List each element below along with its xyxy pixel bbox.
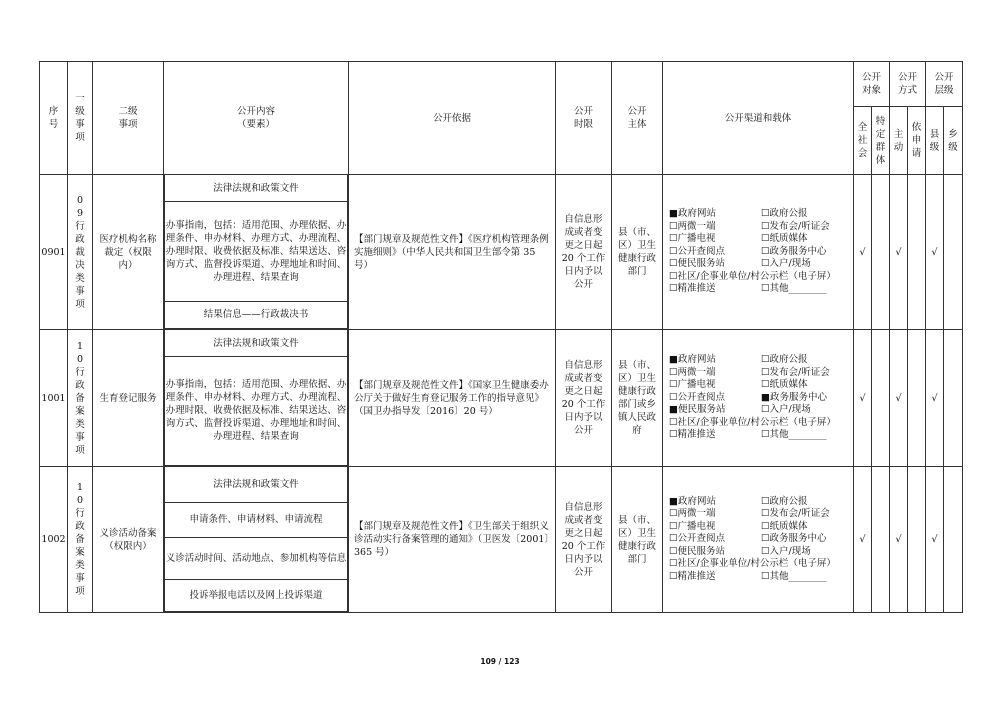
header-basis: 公开依据 [349,62,556,175]
row-basis: 【部门规章及规范性文件】《医疗机构管理条例实施细则》（中华人民共和国卫生部令第 35 号） [349,175,556,330]
header-method-group: 公开方式 [890,62,926,107]
channel-option: ☐其他________ [761,429,827,441]
row-level1: 09行政裁决类事项 [68,175,93,330]
header-level2: 二级事项 [93,62,164,175]
row-active: √ [890,330,908,467]
row-all-society: √ [854,330,872,467]
row-township [944,175,963,330]
channel-option: ☐政府公报 [761,354,808,366]
row-county: √ [926,330,944,467]
channel-option: ☐便民服务站 [669,258,726,270]
channel-option: ☐社区/企事业单位/村公示栏（电子屏） [669,270,836,282]
channel-option: ■政府网站 [669,208,716,220]
row-seq: 1001 [40,330,68,467]
row-township [944,330,963,467]
header-on-request: 依申请 [908,107,926,175]
channel-option: ☐入户/现场 [761,404,811,416]
header-county: 县级 [926,107,944,175]
header-content: 公开内容 （要素） [164,62,349,175]
channel-option: ☐政务服务中心 [761,245,827,257]
channel-option: ☐公开查阅点 [669,533,726,545]
content-item: 结果信息——行政裁决书 [165,301,348,328]
row-basis: 【部门规章及规范性文件】《国家卫生健康委办公厅关于做好生育登记服务工作的指导意见》（国卫办指导发〔2016〕20 号） [349,330,556,467]
row-all-society: √ [854,175,872,330]
header-level1: 一级事项 [68,62,93,175]
channel-option: ☐公开查阅点 [669,245,726,257]
channel-option: ☐广播电视 [669,233,716,245]
row-channels [663,175,854,330]
channel-option: ☐纸质媒体 [761,233,808,245]
channel-option: ☐便民服务站 [669,545,726,557]
channel-option: ☐公开查阅点 [669,391,726,403]
row-contents [164,467,349,613]
header-subject: 公开主体 [612,62,663,175]
channel-option: ☐两微一端 [669,220,716,232]
header-active: 主动 [890,107,908,175]
channel-option: ☐政务服务中心 [761,533,827,545]
row-subject: 县（市、区）卫生健康行政部门或乡镇人民政府 [612,330,663,467]
content-item: 法律法规和政策文件 [165,330,348,356]
channel-option: ☐两微一端 [669,366,716,378]
channel-option: ☐发布会/听证会 [761,366,830,378]
header-specific-group: 特定群体 [872,107,890,175]
row-county: √ [926,467,944,613]
table-row [40,330,963,467]
row-time-limit: 自信息形成或者变更之日起 20 个工作日内予以公开 [556,175,612,330]
row-subject: 县（市、区）卫生健康行政部门 [612,467,663,613]
content-item: 法律法规和政策文件 [165,467,348,502]
row-contents [164,175,349,330]
page-number: 109 / 123 [480,657,520,666]
channel-option: ☐发布会/听证会 [761,220,830,232]
content-item: 义诊活动时间、活动地点、参加机构等信息 [165,537,348,579]
channel-option: ☐政府公报 [761,208,808,220]
row-subject: 县（市、区）卫生健康行政部门 [612,175,663,330]
header-channel: 公开渠道和载体 [663,62,854,175]
row-level2: 义诊活动备案（权限内） [93,467,164,613]
content-item: 投诉举报电话以及网上投诉渠道 [165,579,348,611]
row-on-request [908,330,926,467]
row-active: √ [890,467,908,613]
row-channels [663,467,854,613]
header-seq: 序号 [40,62,68,175]
row-channels [663,330,854,467]
channel-option: ■政府网站 [669,495,716,507]
table-row [40,467,963,613]
row-specific-group [872,175,890,330]
channel-option: ☐社区/企事业单位/村公示栏（电子屏） [669,558,836,570]
content-item: 法律法规和政策文件 [165,175,348,201]
row-contents [164,330,349,467]
header-target-group: 公开对象 [854,62,890,107]
channel-option: ☐入户/现场 [761,545,811,557]
row-all-society: √ [854,467,872,613]
row-specific-group [872,467,890,613]
channel-option: ☐政府公报 [761,495,808,507]
channel-option: ☐广播电视 [669,520,716,532]
content-item: 办事指南，包括：适用范围、办理依据、办理条件、申办材料、办理方式、办理流程、办理时限、收费依据及标准、结果送达、咨询方式、监督投诉渠道、办理地址和时间、办理进程、结果查询 [165,201,348,301]
channel-option: ☐广播电视 [669,379,716,391]
disclosure-table [39,61,963,613]
row-level2: 生育登记服务 [93,330,164,467]
channel-option: ☐纸质媒体 [761,379,808,391]
row-active: √ [890,175,908,330]
row-basis: 【部门规章及规范性文件】《卫生部关于组织义诊活动实行备案管理的通知》（卫医发〔2001〕365 号） [349,467,556,613]
channel-option: ☐两微一端 [669,508,716,520]
channel-option: ■政府网站 [669,354,716,366]
channel-option: ☐精准推送 [669,283,716,295]
channel-option: ■便民服务站 [669,404,726,416]
row-on-request [908,467,926,613]
row-seq: 1002 [40,467,68,613]
content-item: 办事指南，包括：适用范围、办理依据、办理条件、申办材料、办理方式、办理流程、办理时限、收费依据及标准、结果送达、咨询方式、监督投诉渠道、办理地址和时间、办理进程、结果查询 [165,356,348,465]
table-row [40,175,963,330]
channel-option: ☐其他________ [761,570,827,582]
channel-option: ☐精准推送 [669,429,716,441]
row-level1: 10行政备案类事项 [68,467,93,613]
channel-option: ☐其他________ [761,283,827,295]
row-time-limit: 自信息形成或者变更之日起 20 个工作日内予以公开 [556,330,612,467]
row-county: √ [926,175,944,330]
header-all-society: 全社会 [854,107,872,175]
channel-option: ☐入户/现场 [761,258,811,270]
row-specific-group [872,330,890,467]
header-township: 乡级 [944,107,963,175]
header-time-limit: 公开时限 [556,62,612,175]
row-time-limit: 自信息形成或者变更之日起 20 个工作日内予以公开 [556,467,612,613]
content-item: 申请条件、申请材料、申请流程 [165,502,348,537]
row-seq: 0901 [40,175,68,330]
channel-option: ☐发布会/听证会 [761,508,830,520]
channel-option: ■政务服务中心 [761,391,827,403]
row-on-request [908,175,926,330]
channel-option: ☐精准推送 [669,570,716,582]
row-township [944,467,963,613]
channel-option: ☐社区/企事业单位/村公示栏（电子屏） [669,416,836,428]
row-level1: 10行政备案类事项 [68,330,93,467]
channel-option: ☐纸质媒体 [761,520,808,532]
header-level-group: 公开层级 [926,62,963,107]
row-level2: 医疗机构名称裁定（权限内） [93,175,164,330]
